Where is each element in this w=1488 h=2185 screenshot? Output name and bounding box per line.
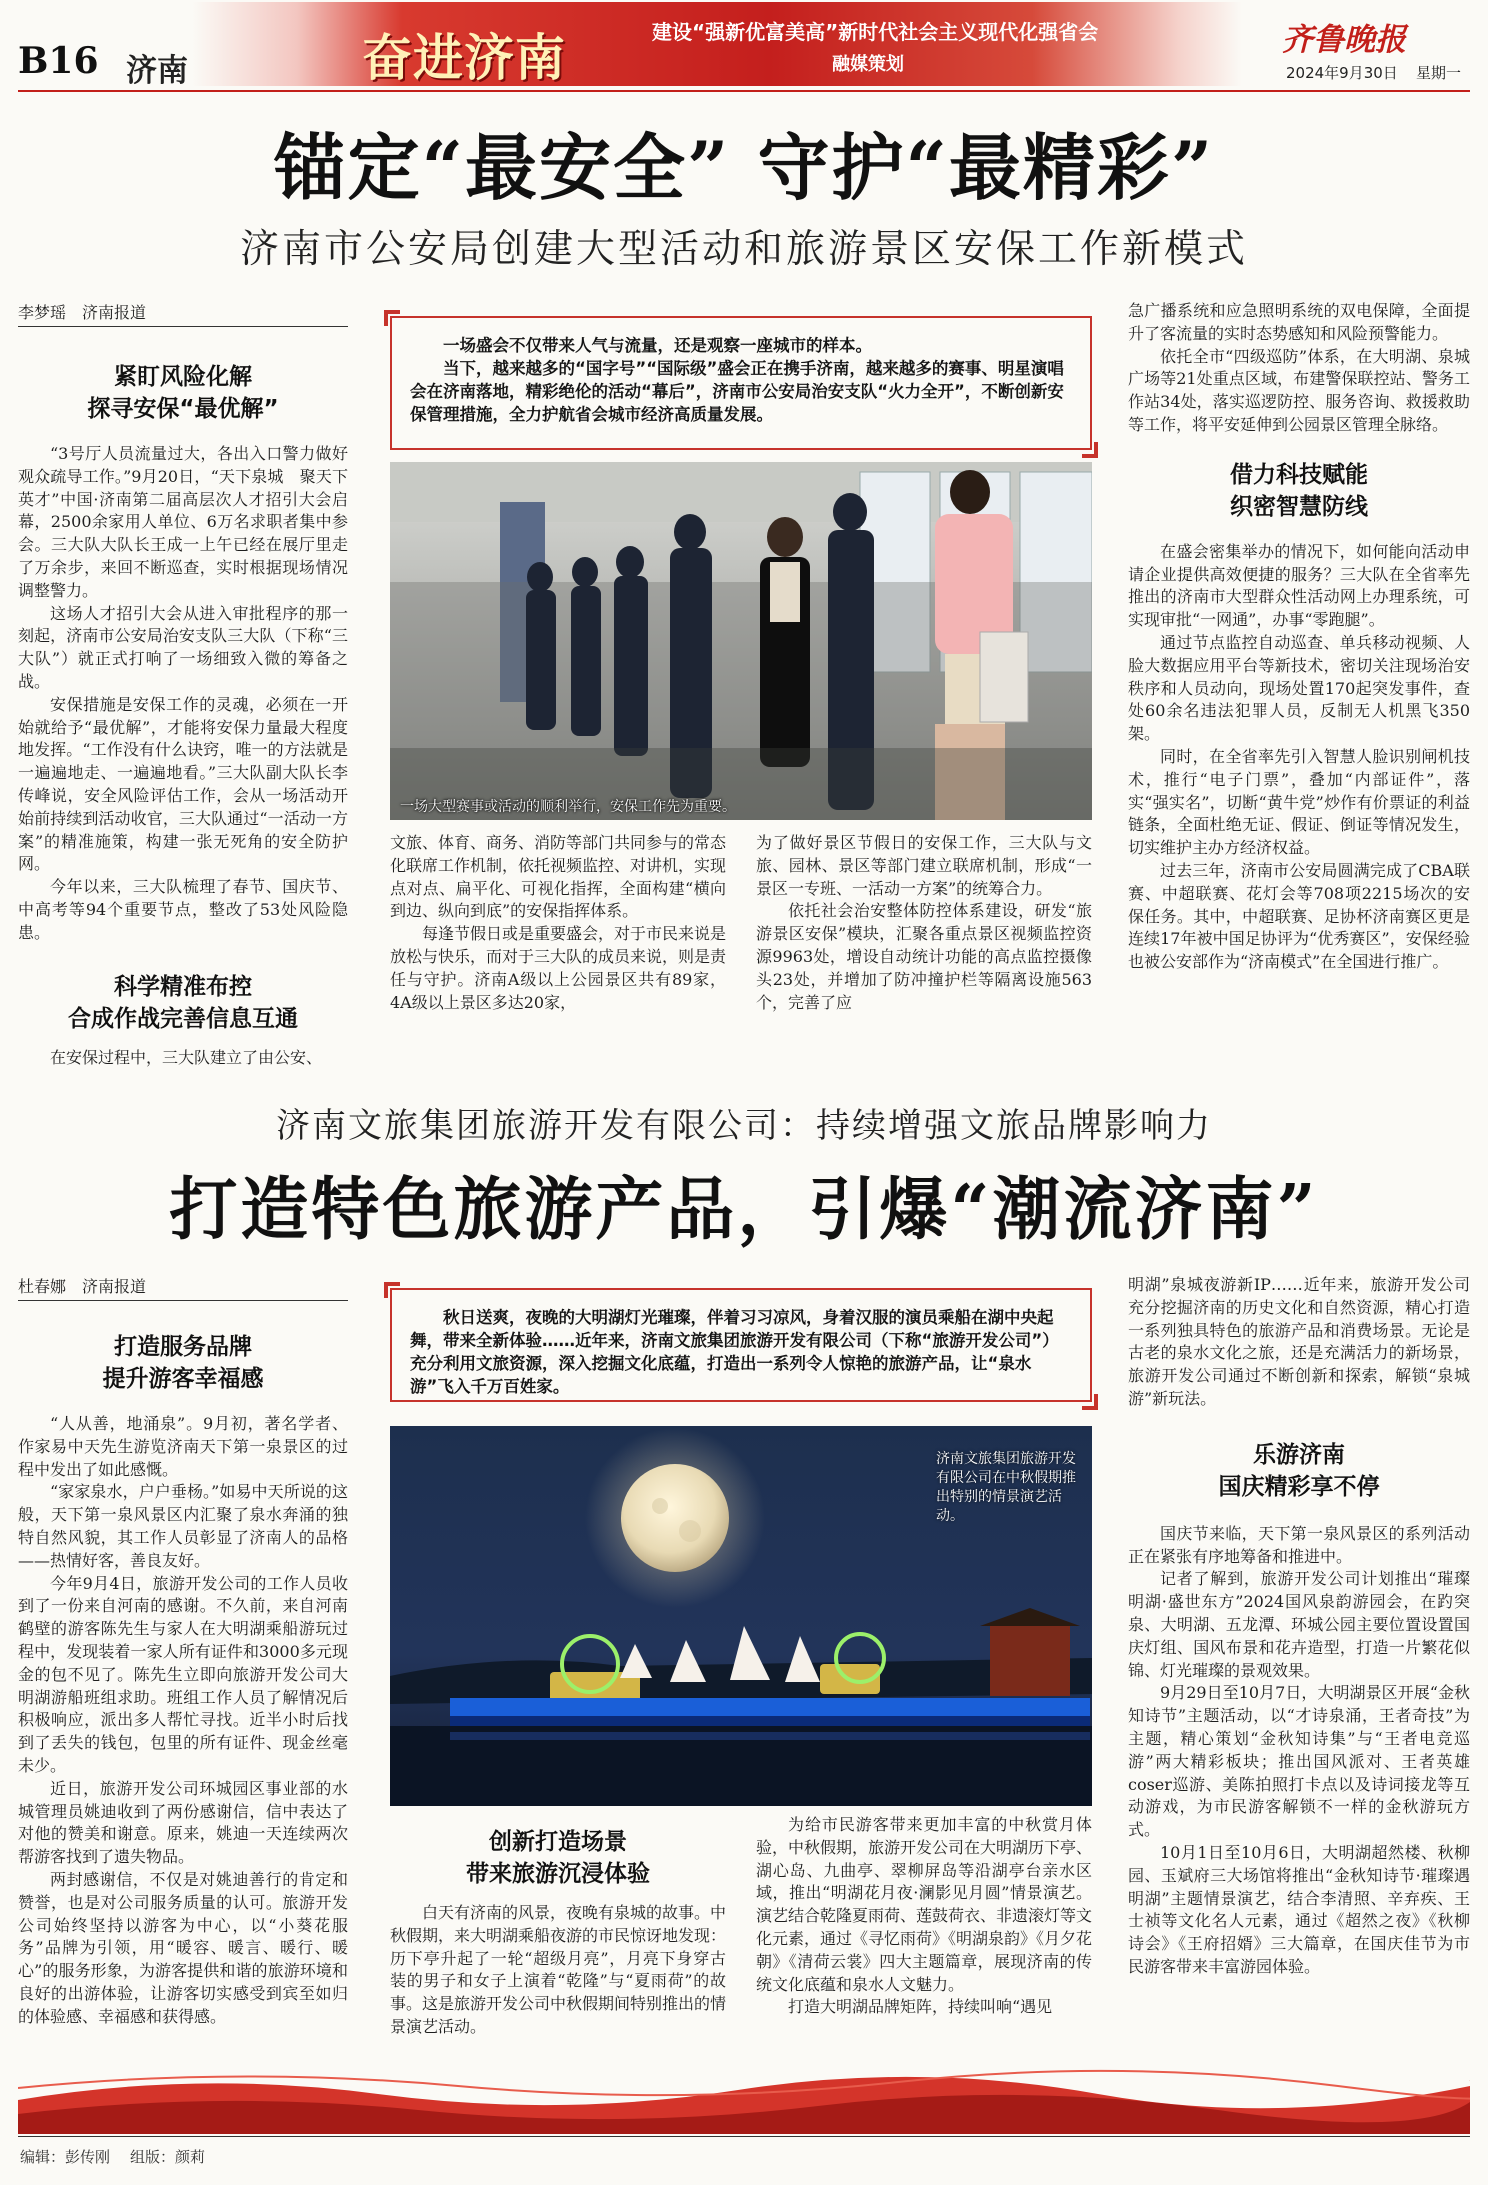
paragraph: 依托全市“四级巡防”体系，在大明湖、泉城广场等21处重点区域，布建警保联控站、警务工作站34处，落实巡逻防控、服务咨询、救援救助等工作，将平安延伸到公园景区管理全脉络。 (1128, 346, 1470, 434)
article1-col4 (1128, 300, 1470, 974)
article2-byline: 杜春娜 济南报道 (18, 1274, 348, 1301)
paragraph: 近日，旅游开发公司环城园区事业部的水城管理员姚迪收到了两份感谢信，信中表达了对他的赞美和谢意。原来，姚迪一天连续两次帮游客找到了遗失物品。 (18, 1778, 348, 1867)
article1-col3 (756, 832, 1092, 1014)
paragraph: 在安保过程中，三大队建立了由公安、 (50, 1047, 323, 1067)
paragraph: 急广播系统和应急照明系统的双电保障，全面提升了客流量的实时态势感知和风险预警能力。 (1128, 301, 1470, 343)
photo-caption: 一场大型赛事或活动的顺利举行，安保工作先为重要。 (400, 799, 736, 815)
footer-layout: 组版：颜莉 (130, 2148, 206, 2166)
page-number: B16 (18, 40, 99, 82)
banner-line-1: 建设“强新优富美高”新时代社会主义现代化强省会 (652, 20, 1099, 44)
subhead-line: 紧盯风险化解 (114, 364, 252, 390)
article1-subhead-3 (1128, 459, 1470, 523)
paragraph: 每逢节假日或是重要盛会，对于市民来说是放松与快乐，而对于三大队的成员来说，则是责任与守护。济南A级以上公园景区共有89家，4A级以上景区多达20家， (390, 924, 727, 1012)
subhead-line: 打造服务品牌 (114, 1334, 252, 1360)
paragraph: 10月1日至10月6日，大明湖超然楼、秋柳园、玉斌府三大场馆将推出“金秋知诗节·璀璨遇明湖”主题情景演艺，结合李清照、辛弃疾、王士祯等文化名人元素，通过《超然之夜》《秋柳诗会》《王府招婿》三大篇章，在国庆佳节为市民游客带来丰富游园体验。 (1128, 1842, 1470, 1976)
article2-title: 打造特色旅游产品，引爆“潮流济南” (169, 1170, 1319, 1250)
article2-subhead-3 (1128, 1439, 1470, 1503)
issue-weekday: 星期一 (1416, 64, 1462, 82)
lead-paragraph: 当下，越来越多的“国字号”“国际级”盛会正在携手济南，越来越多的赛事、明星演唱会在济南落地，精彩绝伦的活动“幕后”，济南市公安局治安支队“火力全开”，不断创新安保管理措施，全力护航省会城市经济高质量发展。 (410, 359, 1064, 424)
subhead-line: 带来旅游沉浸体验 (466, 1861, 650, 1887)
article2-col4 (1128, 1274, 1470, 1979)
footer-editor: 编辑：彭传刚 (20, 2148, 111, 2166)
newspaper-logo: 齐鲁晚报 (1282, 22, 1406, 58)
article2-kicker: 济南文旅集团旅游开发有限公司：持续增强文旅品牌影响力 (276, 1106, 1212, 1146)
article1-col2 (390, 832, 726, 1014)
corner-mark (1082, 442, 1098, 458)
paragraph: 今年9月4日，旅游开发公司的工作人员收到了一份来自河南的感谢。不久前，来自河南鹤壁的游客陈先生与家人在大明湖乘船游玩过程中，发现装着一家人所有证件和3000多元现金的包不见了。陈先生立即向旅游开发公司大明湖游船班组求助。班组工作人员了解情况后积极响应，派出多人帮忙寻找。近半小时后找到了丢失的钱包，包里的所有证件、现金丝毫未少。 (18, 1573, 348, 1775)
paragraph: 过去三年，济南市公安局圆满完成了CBA联赛、中超联赛、花灯会等708项2215场次的安保任务。其中，中超联赛、足协杯济南赛区更是连续17年被中国足协评为“优秀赛区”，安保经验也被公安部作为“济南模式”在全国进行推广。 (1128, 860, 1470, 972)
paragraph: 文旅、体育、商务、消防等部门共同参与的常态化联席工作机制，依托视频监控、对讲机，实现点对点、扁平化、可视化指挥，全面构建“横向到边、纵向到底”的安保指挥体系。 (390, 833, 727, 921)
subhead-line: 乐游济南 (1253, 1441, 1345, 1468)
paragraph: “家家泉水，户户垂杨。”如易中天所说的这般，天下第一泉风景区内汇聚了泉水奔涌的独特自然风貌，其工作人员彰显了济南人的品格——热情好客，善良友好。 (18, 1482, 348, 1570)
paragraph: 9月29日至10月7日，大明湖景区开展“金秋知诗节”主题活动，以“才诗泉涌，王者奇技”为主题，精心策划“金秋知诗集”与“王者电竞巡游”两大精彩板块；推出国风派对、王者英雄coser巡游、美陈拍照打卡点以及诗词接龙等互动游戏，为市民游客解锁不一样的金秋游玩方式。 (1128, 1683, 1470, 1840)
paragraph: 为了做好景区节假日的安保工作，三大队与文旅、园林、景区等部门建立联席机制，形成“一景区一专班、一活动一方案”的统筹合力。 (756, 833, 1092, 898)
corner-mark (384, 1282, 400, 1298)
subhead-line: 探寻安保“最优解” (87, 396, 279, 422)
subhead-line: 合成作战完善信息互通 (68, 1005, 298, 1032)
paragraph: “人从善，地涌泉”。9月初，著名学者、作家易中天先生游览济南天下第一泉景区的过程中发出了如此感慨。 (18, 1414, 348, 1479)
paragraph: “3号厅人员流量过大，各出入口警力做好观众疏导工作。”9月20日，“天下泉城 聚天下英才”中国·济南第二届高层次人才招引大会启幕，2500余家用人单位、6万名求职者集中参会。三大队大队长王成一上午已经在展厅里走了万余步，来回不断巡查，实时根据现场情况调整警力。 (18, 444, 348, 600)
header-rule (18, 90, 1470, 92)
article1-byline: 李梦瑶 济南报道 (18, 300, 348, 327)
paragraph: 这场人才招引大会从进入审批程序的那一刻起，济南市公安局治安支队三大队（下称“三大队”）就正式打响了一场细致入微的筹备之战。 (18, 603, 348, 691)
red-wave-ornament (18, 2060, 1470, 2134)
article1-subhead-1 (18, 361, 348, 425)
paragraph: 记者了解到，旅游开发公司计划推出“璀璨明湖·盛世东方”2024国风泉韵游园会，在趵突泉、大明湖、五龙潭、环城公园主要位置设置国庆灯组、国风布景和花卉造型，打造一片繁花似锦、灯光璀璨的景观效果。 (1128, 1569, 1470, 1680)
banner-line-2: 融媒策划 (832, 54, 904, 75)
lead-paragraph: 一场盛会不仅带来人气与流量，还是观察一座城市的样本。 (443, 336, 872, 355)
photo-caption: 济南文旅集团旅游开发有限公司在中秋假期推出特别的情景演艺活动。 (936, 1451, 1076, 1524)
paragraph: 国庆节来临，天下第一泉风景区的系列活动正在紧张有序地筹备和推进中。 (1128, 1523, 1470, 1566)
paragraph: 为给市民游客带来更加丰富的中秋赏月体验，中秋假期，旅游开发公司在大明湖历下亭、湖心岛、九曲亭、翠柳屏岛等沿湖亭台亲水区域，推出“明湖花月夜·澜影见月圆”情景演艺。演艺结合乾隆夏雨荷、莲鼓荷衣、非遗滚灯等文化元素，通过《寻忆雨荷》《明湖泉韵》《月夕花朝》《清荷云裳》四大主题篇章，展现济南的传统文化底蕴和泉水人文魅力。 (756, 1815, 1093, 1994)
section-name: 济南 (126, 53, 188, 89)
article2-col2 (390, 1812, 726, 2039)
security-check-photo (390, 462, 1092, 820)
moon-performance-photo (390, 1426, 1092, 1806)
paragraph: 明湖”泉城夜游新IP……近年来，旅游开发公司充分挖掘济南的历史文化和自然资源，精心打造一系列独具特色的旅游产品和消费场景。无论是古老的泉水文化之旅，还是充满活力的新场景，旅游开发公司通过不断创新和探索，解锁“泉城游”新玩法。 (1128, 1275, 1470, 1408)
article1-subhead-2 (18, 971, 348, 1035)
subhead-line: 借力科技赋能 (1230, 461, 1368, 488)
paragraph: 通过节点监控自动巡查、单兵移动视频、人脸大数据应用平台等新技术，密切关注现场治安秩序和人员动向，现场处置170起突发事件，查处60余名违法犯罪人员，反制无人机黑飞350架。 (1128, 632, 1470, 744)
corner-mark (1082, 1394, 1098, 1410)
subhead-line: 科学精准布控 (114, 973, 252, 1000)
lead-paragraph: 秋日送爽，夜晚的大明湖灯光璀璨，伴着习习凉风，身着汉服的演员乘船在湖中央起舞，带来全新体验……近年来，济南文旅集团旅游开发有限公司（下称“旅游开发公司”）充分利用文旅资源，深入挖掘文化底蕴，打造出一系列令人惊艳的旅游产品，让“泉水游”飞入千万百姓家。 (410, 1308, 1059, 1396)
article2-col1 (18, 1274, 348, 2029)
article2-col3 (756, 1814, 1092, 2019)
article1-lead (390, 316, 1092, 450)
page-header (0, 0, 1488, 88)
subhead-line: 国庆精彩享不停 (1218, 1473, 1380, 1500)
article2-subhead-2 (390, 1826, 726, 1890)
subhead-line: 创新打造场景 (489, 1829, 627, 1855)
article1-subtitle: 济南市公安局创建大型活动和旅游景区安保工作新模式 (239, 227, 1248, 272)
paragraph: 白天有济南的风景，夜晚有泉城的故事。中秋假期，来大明湖乘船夜游的市民惊讶地发现：历下亭升起了一轮“超级月亮”，月亮下身穿古装的男子和女子上演着“乾隆”与“夏雨荷”的故事。这是旅游开发公司中秋假期间特别推出的情景演艺活动。 (390, 1903, 727, 2036)
article1-col1 (18, 300, 348, 1069)
article1-title: 锚定“最安全” 守护“最精彩” (273, 125, 1215, 210)
security-check-illustration (390, 462, 1092, 820)
article2-subhead-1 (18, 1331, 348, 1395)
paragraph: 安保措施是安保工作的灵魂，必须在一开始就给予“最优解”，才能将安保力量最大程度地发挥。“工作没有什么诀窍，唯一的方法就是一遍遍地走、一遍遍地看。”三大队副大队长李传峰说，安全风险评估工作，会从一场活动开始前持续到活动收官，三大队通过“一活动一方案”的精准施策，构建一张无死角的安全防护网。 (18, 694, 348, 874)
paragraph: 两封感谢信，不仅是对姚迪善行的肯定和赞誉，也是对公司服务质量的认可。旅游开发公司始终坚持以游客为中心，以“小葵花服务”品牌为引领，用“暖容、暖言、暖行、暖心”的服务形象，为游客提供和谐的旅游环境和良好的出游体验，让游客切实感受到宾至如归的体验感、幸福感和获得感。 (18, 1869, 348, 2026)
paragraph: 今年以来，三大队梳理了春节、国庆节、中高考等94个重要节点，整改了53处风险隐患。 (18, 877, 348, 942)
paragraph: 依托社会治安整体防控体系建设，研发“旅游景区安保”模块，汇聚各重点景区视频监控资源9963处，增设自动统计功能的高点监控摄像头23处，并增加了防冲撞护栏等隔离设施563个，完善了应 (756, 901, 1092, 1012)
banner-title: 奋进济南 (362, 29, 566, 87)
article2-lead (390, 1288, 1092, 1402)
issue-date: 2024年9月30日 (1286, 64, 1398, 82)
paragraph: 在盛会密集举办的情况下，如何能向活动申请企业提供高效便捷的服务？三大队在全省率先推出的济南市大型群众性活动网上办理系统，可实现审批“一网通”，办事“零跑腿”。 (1128, 541, 1470, 630)
paragraph: 打造大明湖品牌矩阵，持续叫响“遇见 (788, 1997, 1053, 2017)
footer-decoration (18, 2060, 1470, 2134)
footer-rule (18, 2136, 1470, 2137)
subhead-line: 织密智慧防线 (1230, 493, 1368, 520)
header-banner (192, 2, 1242, 86)
paragraph: 同时，在全省率先引入智慧人脸识别闸机技术，推行“电子门票”，叠加“内部证件”，落实“强实名”，切断“黄牛党”炒作有价票证的利益链条，全面杜绝无证、假证、倒证等情况发生，切实维护主办方经济权益。 (1128, 746, 1470, 858)
corner-mark (384, 310, 400, 326)
subhead-line: 提升游客幸福感 (102, 1366, 264, 1392)
